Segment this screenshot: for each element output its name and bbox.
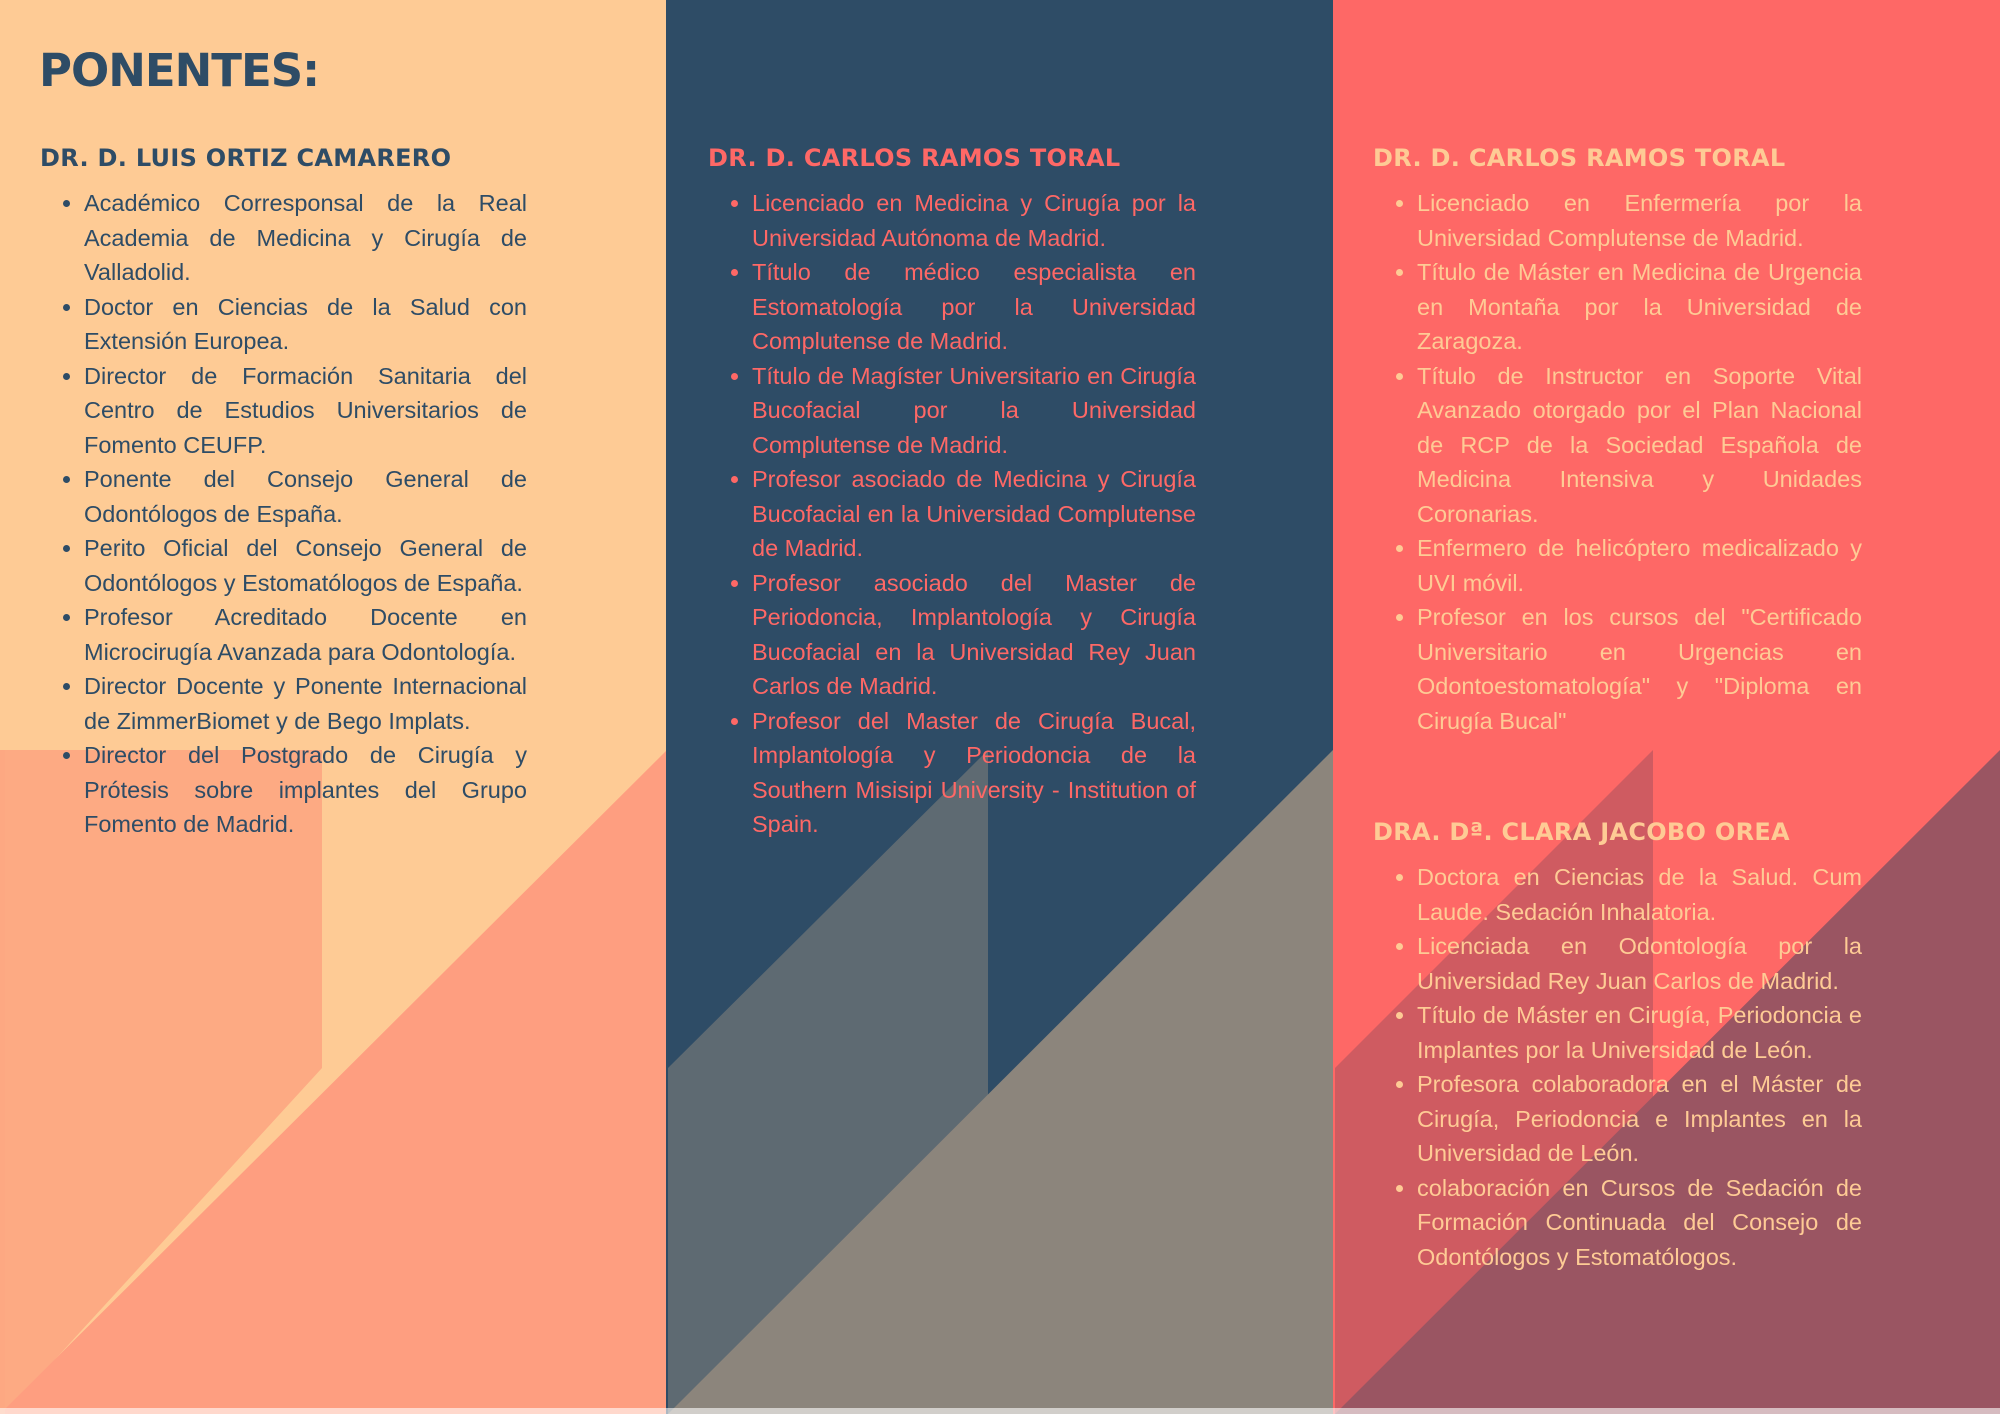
speaker-block: [1373, 818, 1862, 1274]
list-item: • Profesor del Master de Cirugía Bucal, Implantología y Periodoncia de la Southern Misisipi University - Institution of Spain.: [752, 704, 1196, 842]
panel-left: [0, 0, 666, 1414]
speaker-name: DR. D. LUIS ORTIZ CAMARERO: [40, 144, 452, 172]
list-item: • Título de médico especialista en Estomatología por la Universidad Complutense de Madrid.: [752, 255, 1196, 359]
list-item: • Director de Formación Sanitaria del Centro de Estudios Universitarios de Fomento CEUFP.: [84, 359, 527, 463]
list-item: • Director del Postgrado de Cirugía y Prótesis sobre implantes del Grupo Fomento de Madrid.: [84, 738, 527, 842]
speaker-block: [1373, 144, 1862, 738]
list-item: • colaboración en Cursos de Sedación de Formación Continuada del Consejo de Odontólogos y Estomatólogos.: [1417, 1171, 1862, 1275]
list-item: • Profesor asociado del Master de Periodoncia, Implantología y Cirugía Bucofacial en la Universidad Rey Juan Carlos de Madrid.: [752, 566, 1196, 704]
list-item: • Título de Máster en Medicina de Urgencia en Montaña por la Universidad de Zaragoza.: [1417, 255, 1862, 359]
page-title: PONENTES:: [39, 44, 320, 97]
credentials-list: [40, 186, 527, 842]
list-item: • Profesor Acreditado Docente en Microcirugía Avanzada para Odontología.: [84, 600, 527, 669]
list-item: • Licenciado en Enfermería por la Universidad Complutense de Madrid.: [1417, 186, 1862, 255]
list-item: • Doctora en Ciencias de la Salud. Cum Laude. Sedación Inhalatoria.: [1417, 860, 1862, 929]
speaker-name: DR. D. CARLOS RAMOS TORAL: [1373, 144, 1786, 172]
list-item: • Título de Máster en Cirugía, Periodoncia e Implantes por la Universidad de León.: [1417, 998, 1862, 1067]
list-item: • Doctor en Ciencias de la Salud con Extensión Europea.: [84, 290, 527, 359]
list-item: • Título de Instructor en Soporte Vital Avanzado otorgado por el Plan Nacional de RCP de la Sociedad Española de Medicina Intensiva y Unidades Coronarias.: [1417, 359, 1862, 532]
list-item: • Enfermero de helicóptero medicalizado y UVI móvil.: [1417, 531, 1862, 600]
credentials-list: [1373, 860, 1862, 1274]
list-item: • Licenciada en Odontología por la Universidad Rey Juan Carlos de Madrid.: [1417, 929, 1862, 998]
speaker-name: DR. D. CARLOS RAMOS TORAL: [708, 144, 1121, 172]
speaker-name: DRA. Dª. CLARA JACOBO OREA: [1373, 818, 1790, 846]
list-item: • Ponente del Consejo General de Odontólogos de España.: [84, 462, 527, 531]
credentials-list: [1373, 186, 1862, 738]
list-item: • Perito Oficial del Consejo General de Odontólogos y Estomatólogos de España.: [84, 531, 527, 600]
list-item: • Director Docente y Ponente Internacional de ZimmerBiomet y de Bego Implats.: [84, 669, 527, 738]
speaker-block: [708, 144, 1196, 842]
list-item: • Profesor asociado de Medicina y Cirugía Bucofacial en la Universidad Complutense de Madrid.: [752, 462, 1196, 566]
list-item: • Profesor en los cursos del "Certificado Universitario en Urgencias en Odontoestomatología" y "Diploma en Cirugía Bucal": [1417, 600, 1862, 738]
panel-middle: [666, 0, 1333, 1414]
speaker-block: [40, 144, 527, 842]
list-item: • Título de Magíster Universitario en Cirugía Bucofacial por la Universidad Complutense de Madrid.: [752, 359, 1196, 463]
list-item: • Licenciado en Medicina y Cirugía por la Universidad Autónoma de Madrid.: [752, 186, 1196, 255]
credentials-list: [708, 186, 1196, 842]
list-item: • Profesora colaboradora en el Máster de Cirugía, Periodoncia e Implantes en la Universidad de León.: [1417, 1067, 1862, 1171]
panel-right: [1333, 0, 2000, 1414]
list-item: • Académico Corresponsal de la Real Academia de Medicina y Cirugía de Valladolid.: [84, 186, 527, 290]
